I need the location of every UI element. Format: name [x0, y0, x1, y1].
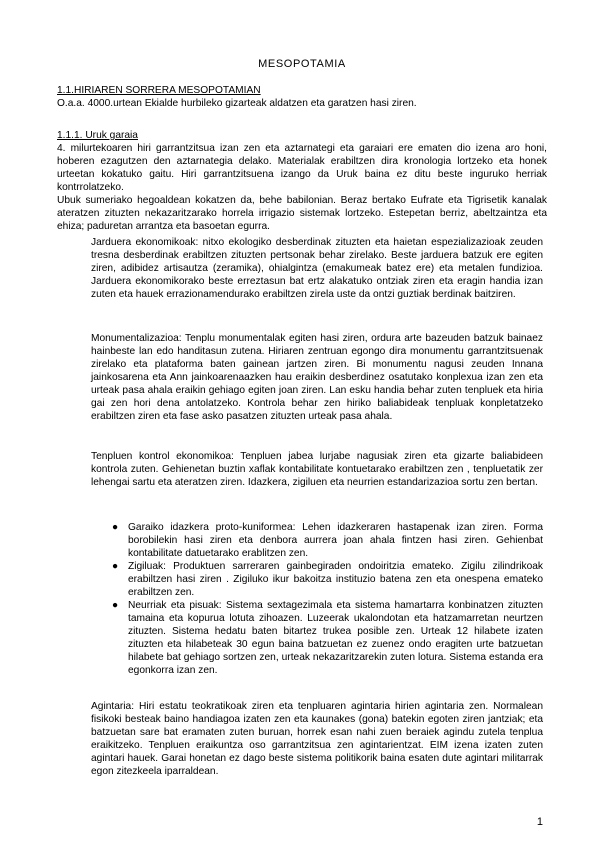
bullet-icon: ● — [112, 600, 119, 611]
page-number: 1 — [536, 816, 543, 828]
section-heading-uruk-garaia: 1.1.1. Uruk garaia — [57, 130, 138, 141]
bullet-text-zigiluak: Zigiluak: Produktuen sarreraren gainbegiraden ondoiritzia emateko. Zigilu zilindrikoak erabiltzen hasi ziren . Zigiluko ikur bakoitza instituzio batena zen eta onespena emateko erabiltzen zen. — [128, 561, 543, 598]
bullet-icon: ● — [112, 522, 119, 533]
intro-paragraph: O.a.a. 4000.urtean Ekialde hurbileko gizarteak aldatzen eta garatzen hasi ziren. — [57, 98, 417, 109]
page-title: MESOPOTAMIA — [258, 58, 346, 70]
bullet-icon: ● — [112, 561, 119, 572]
paragraph-agintaria: Agintaria: Hiri estatu teokratikoak ziren eta tenpluaren agintaria hirien agintaria zen. Normalean fisikoki besteak baino handiagoa izaten zen eta kaunakes (gona) batekin egoten ziren jantziak; eta batzuetan sare bat eramaten zuten buruan, horrek esan nahi zuen beraiek agindu zutela tenplua eraikitzeko. Tenpluen eraikuntza oso garrantzitsua zen agintarientzat. EIM izena izaten zuten agintari hauek. Garai honetan ez dago beste sistema politikorik baina esaten dute agintari militarrak egon zitezkeela iparraldean. — [91, 701, 543, 777]
list-item — [108, 599, 543, 677]
bullet-text-neurriak: Neurriak eta pisuak: Sistema sextagezimala eta sistema hamartarra konbinatzen zituzten tamaina eta kopurua lotuta zihoazen. Luzeerak ukalondotan eta hatzamarretan neurtzen zituzten. Sistema hedatu baten bitartez trukea posible zen. Urteak 12 hilabete izaten zituzten eta hilabeteak 30 egun baina batzuetan ez zuenez ondo eragiten urte batzuetan hilabete bat gehiago sortzen zen, urteak nekazaritzarekin zuten lotura. Sistema estanda era egonkorra izan zen. — [128, 600, 543, 676]
paragraph-jarduera-ekonomikoak: Jarduera ekonomikoak: nitxo ekologiko desberdinak zituzten eta haietan espezializazioak zeuden tresna desberdinak erabiltzen zituzten pertsonak behar zirelako. Beste jarduera batzuk ere egiten ziren, adibidez artisautza (zeramika), ohialgintza (emakumeak batez ere) eta metalen fundizioa. Jarduera ekonomikorako beste erreztasun bat ertz alakatuko ontziak ziren eta eragin handia izan zuten eta hauek errazionamendurako erabiltzen zirela uste da ontzi guztiak berdinak baitziren. — [91, 237, 543, 300]
list-item — [108, 521, 543, 560]
uruk-paragraph-2: Ubuk sumeriako hegoaldean kokatzen da, behe babilonian. Beraz bertako Eufrate eta Tigrisetik kanalak ateratzen zituzten nekazaritzarako horrela irrigazio sistemak lortzeko. Estepetan berriz, abeltzaintza eta ehiza; paduretan arrantza eta basoetan egurra. — [57, 195, 547, 232]
paragraph-tenpluen-kontrol: Tenpluen kontrol ekonomikoa: Tenpluen jabea lurjabe nagusiak ziren eta gizarte baliabideen kontrola zuten. Gehienetan buztin xaflak kontabilitate kontuetarako erabiltzen zen , tenpluetatik zer lehengai sartu eta ateratzen ziren. Idazkera, zigiluen eta neurrien estandarizazioa sortu zen bertan. — [91, 451, 543, 488]
bullet-text-idazkera: Garaiko idazkera proto-kuniformea: Lehen idazkeraren hastapenak izan ziren. Forma borobilekin hasi ziren eta denbora aurrera joan ahala fintzen hasi ziren. Gehienbat kontabilitate datuetarako erablitzen zen. — [128, 522, 543, 559]
uruk-paragraph-1: 4. milurtekoaren hiri garrantzitsua izan zen eta aztarnategi eta garaiari ere ematen dio izena aro honi, hoberen ezagutzen den aztarnategia delako. Materialak erabiltzen dira kronologia lortzeko eta honek urteetan kokatuko gaitu. Hiri garrantzitsuena izango da Uruk baina ez ditu beste inguruko herriak kontrrolatzeko. — [57, 143, 547, 193]
paragraph-monumentalizazioa: Monumentalizazioa: Tenplu monumentalak egiten hasi ziren, ordura arte bazeuden batzuk bainaez hainbeste lan edo handitasun zutena. Hiriaren zentruan egongo dira monumentu garrantzitsuenak zirelako eta plataforma baten gainean jartzen ziren. Bi monumentu nagusi zeuden Innana jainkosarena eta Ann jainkoarenaazken hau eraikin desberdinez osatutako konplexua izan zen eta urteak pasa ahala eraikin gehiago egiten joan ziren. Lan esku handia behar zuten tenpluek eta hiria gai zen hori dena antolatzeko. Kontrola behar zen hiriko baliabideak tenpluak konpletatzeko erabiltzen ziren eta fase asko pasatzen zituzten urteak pasa ahala. — [91, 333, 543, 422]
list-item — [108, 560, 543, 599]
bullet-list — [108, 521, 543, 677]
section-heading-hiriaren-sorrera: 1.1.HIRIAREN SORRERA MESOPOTAMIAN — [57, 85, 261, 96]
